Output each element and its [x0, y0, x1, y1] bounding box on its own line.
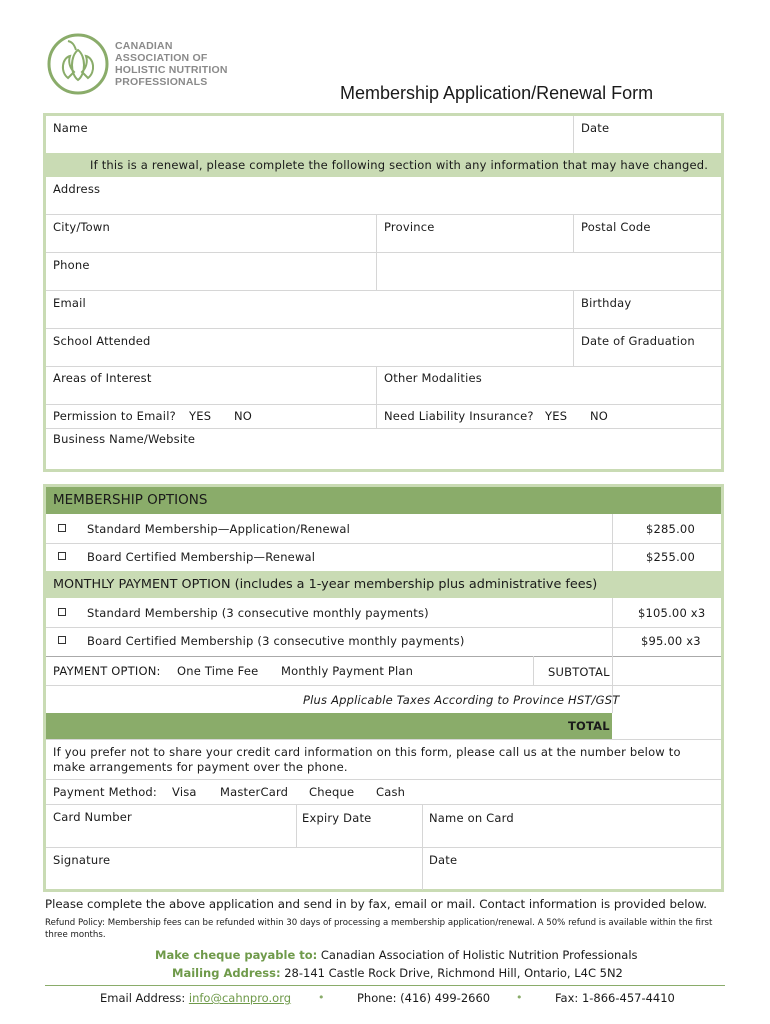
email-link[interactable]: info@cahnpro.org — [188, 991, 292, 1005]
contact-fax: Fax: 1-866-457-4410 — [555, 991, 675, 1005]
visa-option[interactable]: Visa — [172, 785, 197, 799]
total-band — [46, 713, 612, 739]
monthly-plan-option[interactable]: Monthly Payment Plan — [281, 664, 414, 678]
mastercard-option[interactable]: MasterCard — [220, 785, 289, 799]
board-certified-checkbox[interactable] — [58, 552, 66, 560]
standard-membership-checkbox[interactable] — [58, 524, 66, 532]
logo-line-1: CANADIAN — [115, 40, 173, 52]
business-field[interactable]: Business Name/Website — [53, 432, 196, 446]
standard-membership-label: Standard Membership—Application/Renewal — [87, 522, 351, 536]
contact-phone: Phone: (416) 499-2660 — [357, 991, 491, 1005]
standard-membership-price: $285.00 — [646, 522, 695, 536]
name-field[interactable]: Name — [53, 121, 88, 135]
permission-email-no[interactable]: NO — [234, 409, 253, 423]
mailing-address-value: 28-141 Castle Rock Drive, Richmond Hill, Ontario, L4C 5N2 — [284, 966, 623, 980]
board-monthly-price: $95.00 x3 — [641, 634, 701, 648]
bullet-separator: • — [516, 991, 523, 1004]
school-field[interactable]: School Attended — [53, 334, 151, 348]
membership-section — [43, 484, 724, 892]
permission-email-label: Permission to Email? — [53, 409, 176, 423]
cheque-option[interactable]: Cheque — [309, 785, 355, 799]
one-time-fee-option[interactable]: One Time Fee — [177, 664, 259, 678]
footer-divider — [45, 985, 725, 986]
mailing-address-label: Mailing Address: — [172, 966, 281, 980]
instructions-text: Please complete the above application and send in by fax, email or mail. Contact information is provided below. — [45, 897, 708, 911]
subtotal-label: SUBTOTAL — [548, 665, 610, 679]
bullet-separator: • — [318, 991, 325, 1004]
permission-email-yes[interactable]: YES — [189, 409, 212, 423]
liability-yes[interactable]: YES — [545, 409, 568, 423]
phone-payment-note: If you prefer not to share your credit card information on this form, please call us at the number below to make arrangements for payment over the phone. — [53, 745, 681, 774]
standard-monthly-price: $105.00 x3 — [638, 606, 706, 620]
email-field[interactable]: Email — [53, 296, 86, 310]
expiry-date-field[interactable]: Expiry Date — [302, 811, 372, 825]
signature-field[interactable]: Signature — [53, 853, 111, 867]
logo-line-2: ASSOCIATION OF — [115, 52, 208, 64]
logo-line-3: HOLISTIC NUTRITION — [115, 64, 228, 76]
logo-line-4: PROFESSIONALS — [115, 76, 208, 88]
email-label: Email Address: — [100, 991, 186, 1005]
cheque-payable-value: Canadian Association of Holistic Nutrition Professionals — [320, 948, 638, 962]
board-certified-label: Board Certified Membership—Renewal — [87, 550, 316, 564]
organization-logo — [46, 32, 110, 96]
board-monthly-checkbox[interactable] — [58, 636, 66, 644]
cheque-payable-line — [155, 948, 638, 962]
birthday-field[interactable]: Birthday — [581, 296, 632, 310]
contact-email — [100, 991, 291, 1005]
organization-name — [115, 40, 228, 88]
modalities-field[interactable]: Other Modalities — [384, 371, 482, 385]
standard-monthly-checkbox[interactable] — [58, 608, 66, 616]
refund-policy: Refund Policy: Membership fees can be refunded within 30 days of processing a membership application/renewal. A 50% refund is available within the first three months. — [45, 918, 713, 940]
membership-header: MEMBERSHIP OPTIONS — [53, 492, 208, 508]
date-field[interactable]: Date — [581, 121, 610, 135]
graduation-field[interactable]: Date of Graduation — [581, 334, 695, 348]
interests-field[interactable]: Areas of Interest — [53, 371, 152, 385]
form-title: Membership Application/Renewal Form — [340, 83, 654, 103]
monthly-header: MONTHLY PAYMENT OPTION (includes a 1-year membership plus administrative fees) — [53, 577, 598, 592]
total-label: TOTAL — [568, 719, 610, 733]
taxes-label: Plus Applicable Taxes According to Province HST/GST — [303, 693, 620, 707]
board-certified-price: $255.00 — [646, 550, 695, 564]
standard-monthly-label: Standard Membership (3 consecutive monthly payments) — [87, 606, 429, 620]
card-number-field[interactable]: Card Number — [53, 810, 132, 824]
liability-no[interactable]: NO — [590, 409, 609, 423]
signature-date-field[interactable]: Date — [429, 853, 458, 867]
name-on-card-field[interactable]: Name on Card — [429, 811, 514, 825]
liability-label: Need Liability Insurance? — [384, 409, 534, 423]
payment-option-label: PAYMENT OPTION: — [53, 664, 161, 678]
postal-code-field[interactable]: Postal Code — [581, 220, 651, 234]
province-field[interactable]: Province — [384, 220, 435, 234]
city-field[interactable]: City/Town — [53, 220, 111, 234]
mailing-address-line — [172, 966, 623, 980]
address-field[interactable]: Address — [53, 182, 101, 196]
phone-field[interactable]: Phone — [53, 258, 90, 272]
payment-method-label: Payment Method: — [53, 785, 158, 799]
cash-option[interactable]: Cash — [376, 785, 406, 799]
renewal-note: If this is a renewal, please complete the following section with any information that may have changed. — [90, 158, 709, 172]
cheque-payable-label: Make cheque payable to: — [155, 948, 318, 962]
board-monthly-label: Board Certified Membership (3 consecutive monthly payments) — [87, 634, 465, 648]
